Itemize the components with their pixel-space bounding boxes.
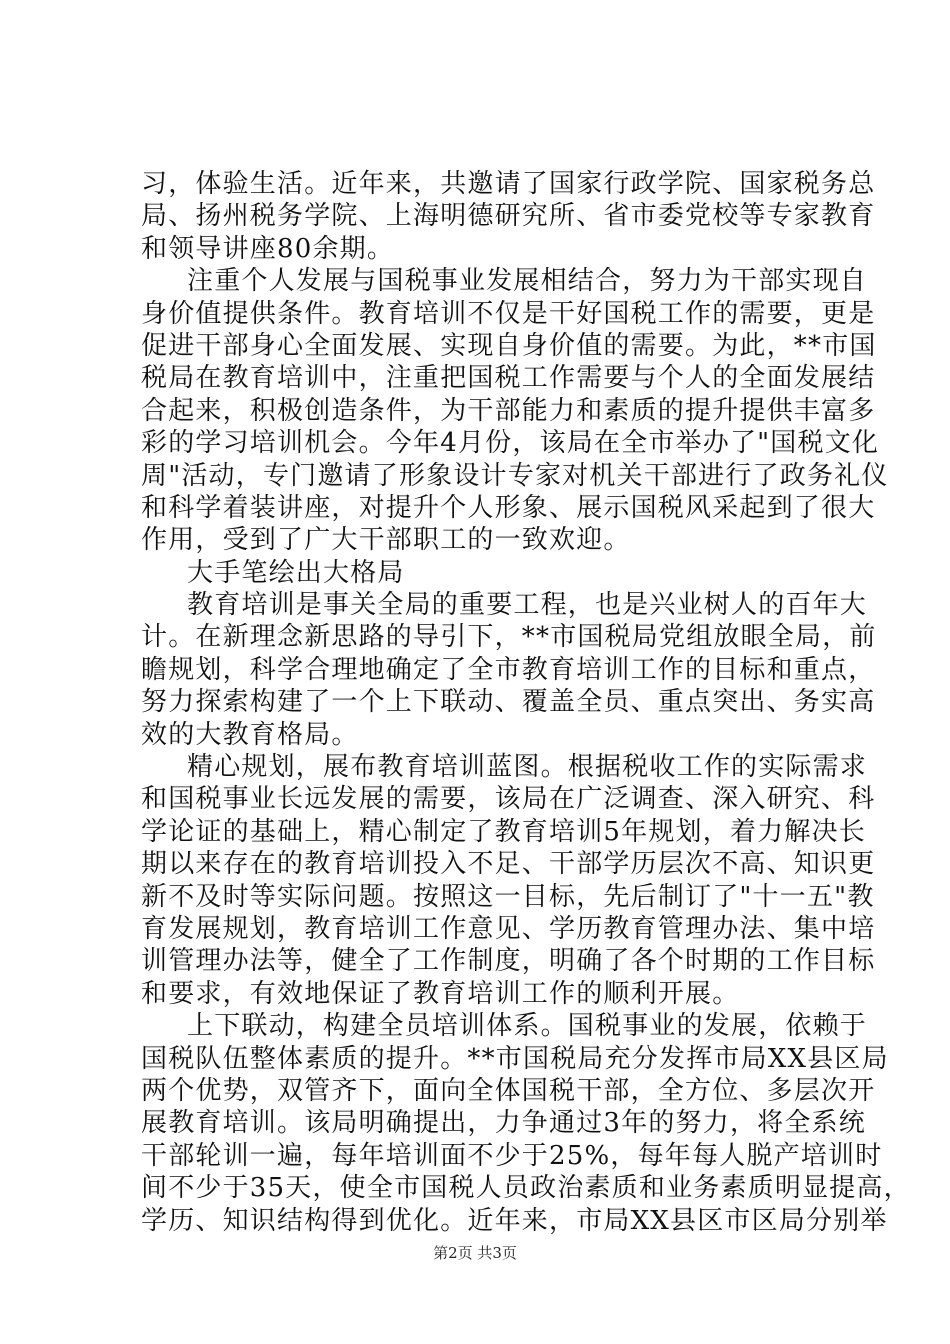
text-line: 效的大教育格局。	[141, 719, 359, 750]
page-footer: 第2页 共3页	[433, 1244, 517, 1262]
text-line: 身价值提供条件。教育培训不仅是干好国税工作的需要，更是	[141, 298, 876, 329]
text-line: 税局在教育培训中，注重把国税工作需要与个人的全面发展结	[141, 363, 876, 394]
text-line: 间不少于35天，使全市国税人员政治素质和业务素质明显提高，	[141, 1173, 911, 1204]
text-line: 彩的学习培训机会。今年4月份，该局在全市举办了"国税文化	[141, 428, 880, 459]
text-line: 教育培训是事关全局的重要工程，也是兴业树人的百年大	[187, 590, 868, 621]
text-line: 上下联动，构建全员培训体系。国税事业的发展，依赖于	[187, 1011, 868, 1042]
text-line: 育发展规划，教育培训工作意见、学历教育管理办法、集中培	[141, 913, 876, 944]
text-line: 局、扬州税务学院、上海明德研究所、省市委党校等专家教育	[141, 201, 876, 232]
text-line: 计。在新理念新思路的导引下，**市国税局党组放眼全局，前	[141, 622, 877, 653]
text-line: 期以来存在的教育培训投入不足、干部学历层次不高、知识更	[141, 849, 876, 880]
text-line: 习，体验生活。近年来，共邀请了国家行政学院、国家税务总	[141, 169, 876, 199]
text-line: 干部轮训一遍，每年培训面不少于25%，每年每人脱产培训时	[141, 1140, 883, 1171]
text-line: 展教育培训。该局明确提出，力争通过3年的努力，将全系统	[141, 1108, 866, 1139]
text-line: 和要求，有效地保证了教育培训工作的顺利开展。	[141, 978, 740, 1009]
text-line: 两个优势，双管齐下，面向全体国税干部，全方位、多层次开	[141, 1075, 876, 1106]
text-line: 精心规划，展布教育培训蓝图。根据税收工作的实际需求	[187, 752, 868, 783]
text-line: 新不及时等实际问题。按照这一目标，先后制订了"十一五"教	[141, 881, 875, 912]
text-line: 大手笔绘出大格局	[187, 557, 405, 588]
text-line: 瞻规划，科学合理地确定了全市教育培训工作的目标和重点，	[141, 654, 876, 685]
text-line: 努力探索构建了一个上下联动、覆盖全员、重点突出、务实高	[141, 687, 876, 718]
text-line: 和领导讲座80余期。	[141, 233, 395, 264]
text-line: 训管理办法等，健全了工作制度，明确了各个时期的工作目标	[141, 946, 876, 977]
text-line: 国税队伍整体素质的提升。**市国税局充分发挥市局XX县区局	[141, 1043, 889, 1074]
text-line: 学历、知识结构得到优化。近年来，市局XX县区市区局分别举	[141, 1205, 888, 1236]
text-line: 学论证的基础上，精心制定了教育培训5年规划，着力解决长	[141, 816, 866, 847]
document-body	[141, 168, 911, 1237]
text-line: 注重个人发展与国税事业发展相结合，努力为干部实现自	[187, 266, 868, 297]
text-line: 作用，受到了广大干部职工的一致欢迎。	[141, 525, 631, 556]
text-line: 周"活动，专门邀请了形象设计专家对机关干部进行了政务礼仪	[141, 460, 889, 491]
text-line: 促进干部身心全面发展、实现自身价值的需要。为此，**市国	[141, 330, 877, 361]
text-line: 和科学着装讲座，对提升个人形象、展示国税风采起到了很大	[141, 492, 876, 523]
text-line: 和国税事业长远发展的需要，该局在广泛调查、深入研究、科	[141, 784, 876, 815]
text-line: 合起来，积极创造条件，为干部能力和素质的提升提供丰富多	[141, 395, 876, 426]
